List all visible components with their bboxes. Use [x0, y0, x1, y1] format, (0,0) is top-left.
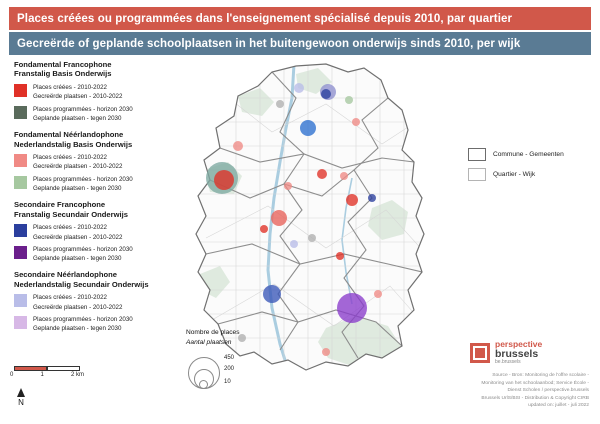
data-bubble[interactable]	[374, 290, 382, 298]
legend-label-fr: Places programmées - horizon 2030	[33, 245, 133, 253]
legend-group-heading	[14, 130, 189, 149]
source-line: Source - Bron: Monitoring de l'offre scolaire -	[492, 373, 589, 378]
boundary-legend-item-quartier[interactable]	[468, 168, 588, 181]
legend-swatch	[14, 224, 27, 237]
legend-heading-fr: Fondamental Néérlandophone	[14, 130, 124, 140]
data-bubble[interactable]	[308, 234, 316, 242]
data-bubble[interactable]	[263, 285, 281, 303]
north-arrow-icon	[17, 388, 25, 397]
scale-bar	[10, 366, 104, 378]
legend-label-fr: Places créées - 2010-2022	[33, 154, 107, 162]
data-bubble[interactable]	[352, 118, 360, 126]
legend-label-fr: Places créées - 2010-2022	[33, 83, 107, 91]
title-text-nl: Gecreërde of geplande schoolplaatsen in het buitengewoon onderwijs sinds 2010, per wijk	[17, 37, 521, 50]
legend-label-nl: Geplande plaatsen - tegen 2030	[33, 255, 122, 263]
legend-item[interactable]	[14, 175, 189, 194]
legend-heading-fr: Fondamental Francophone	[14, 60, 112, 69]
legend-label-nl: Geplande plaatsen - tegen 2030	[33, 185, 122, 193]
boundary-legend-item-commune[interactable]	[468, 148, 588, 161]
data-bubble[interactable]	[368, 194, 376, 202]
data-bubble[interactable]	[290, 240, 298, 248]
logo-line-1: perspective	[495, 339, 543, 349]
data-bubble[interactable]	[322, 348, 330, 356]
legend-label-nl: Gecreërde plaatsen - 2010-2022	[33, 93, 123, 101]
legend-swatch	[14, 294, 27, 307]
title-banner-fr	[9, 7, 591, 30]
legend-label-nl: Geplande plaatsen - tegen 2030	[33, 114, 122, 122]
source-line: Monitoring van het schoolaanbod; Service École -	[481, 380, 589, 386]
size-legend-title-nl: Aantal plaatsen	[186, 338, 232, 346]
legend-label-fr: Places créées - 2010-2022	[33, 224, 107, 232]
data-bubble[interactable]	[321, 89, 331, 99]
legend-heading-nl: Nederlandstalig Basis Onderwijs	[14, 139, 133, 149]
legend-item[interactable]	[14, 83, 189, 102]
legend-label-fr: Places programmées - horizon 2030	[33, 175, 133, 183]
scale-bar-segment	[47, 366, 80, 371]
legend-heading-fr: Secondaire Francophone	[14, 200, 106, 210]
legend-label-nl: Gecreërde plaatsen - 2010-2022	[33, 303, 123, 311]
north-arrow	[14, 388, 28, 407]
data-bubble[interactable]	[271, 210, 287, 226]
data-bubble[interactable]	[233, 141, 243, 151]
legend-group-fondamental-fr	[14, 60, 189, 123]
legend-label-fr: Places créées - 2010-2022	[33, 294, 107, 302]
data-bubble[interactable]	[276, 100, 284, 108]
legend-heading-nl: Franstalig Secundair Onderwijs	[14, 209, 128, 219]
legend-item[interactable]	[14, 293, 189, 312]
title-banner-nl	[9, 32, 591, 55]
data-bubble[interactable]	[317, 169, 327, 179]
legend-item[interactable]	[14, 245, 189, 264]
legend-swatch	[14, 154, 27, 167]
legend-swatch	[14, 176, 27, 189]
size-legend-value-large: 450	[224, 355, 235, 362]
legend-swatch	[14, 84, 27, 97]
source-line: Dienst Scholen / perspective.brussels	[507, 388, 589, 394]
data-bubble[interactable]	[294, 83, 304, 93]
legend-swatch	[14, 316, 27, 329]
title-text-fr: Places créées ou programmées dans l'enseignement spécialisé depuis 2010, par quartier	[17, 12, 513, 25]
legend-swatch	[14, 246, 27, 259]
data-bubble[interactable]	[214, 170, 234, 190]
boundary-legend	[468, 148, 588, 188]
legend-group-heading	[14, 270, 189, 289]
legend-label-nl: Gecreërde plaatsen - 2010-2022	[33, 233, 123, 241]
scale-bar-ticks	[10, 372, 84, 378]
legend-group-heading	[14, 60, 189, 79]
logo-line-3: be.brussels	[495, 358, 521, 365]
perspective-brussels-logo	[470, 340, 588, 365]
data-bubble[interactable]	[345, 96, 353, 104]
commune-label: Commune - Gemeenten	[493, 151, 564, 158]
legend-group-heading	[14, 200, 189, 219]
quartier-label: Quartier - Wijk	[493, 171, 536, 178]
size-legend-value-small: 10	[224, 379, 231, 386]
legend-label-fr: Places programmées - horizon 2030	[33, 105, 133, 113]
north-label: N	[18, 398, 24, 407]
data-bubble[interactable]	[260, 225, 268, 233]
scale-tick-0: 0	[10, 372, 14, 378]
logo-line-2: brussels	[495, 347, 539, 360]
scale-tick-2: 2 km	[70, 372, 84, 378]
legend-item[interactable]	[14, 315, 189, 334]
legend-group-secondaire-nl	[14, 270, 189, 333]
scale-tick-1: 1	[40, 372, 44, 378]
legend-panel	[14, 60, 189, 341]
data-bubble[interactable]	[336, 252, 344, 260]
legend-heading-nl: Franstalig Basis Onderwijs	[14, 69, 112, 79]
legend-label-nl: Gecreërde plaatsen - 2010-2022	[33, 163, 123, 171]
bubble-size-legend	[186, 328, 306, 391]
legend-heading-fr: Secondaire Néérlandophone	[14, 270, 117, 280]
data-bubble[interactable]	[340, 172, 348, 180]
legend-item[interactable]	[14, 223, 189, 242]
data-bubble[interactable]	[300, 120, 316, 136]
scale-bar-track	[14, 366, 80, 371]
source-line: Brussels UrlS/BSI - Distribution & Copyright CIRB	[481, 395, 589, 401]
data-bubble[interactable]	[284, 182, 292, 190]
legend-group-secondaire-fr	[14, 200, 189, 263]
legend-heading-nl: Nederlandstalig Secundair Onderwijs	[14, 279, 149, 289]
data-bubble[interactable]	[346, 194, 358, 206]
legend-label-nl: Geplande plaatsen - tegen 2030	[33, 325, 122, 333]
size-legend-title-fr: Nombre de places	[186, 329, 240, 336]
legend-group-fondamental-nl	[14, 130, 189, 193]
logo-mark-icon	[470, 343, 490, 363]
legend-swatch	[14, 106, 27, 119]
source-credits	[447, 372, 589, 410]
legend-label-fr: Places programmées - horizon 2030	[33, 316, 133, 324]
size-legend-value-medium: 200	[224, 366, 235, 373]
legend-item[interactable]	[14, 153, 189, 172]
data-bubble[interactable]	[337, 293, 367, 323]
source-line: updated on: juillet - juli 2022	[528, 403, 589, 409]
scale-bar-segment	[14, 366, 47, 371]
legend-item[interactable]	[14, 105, 189, 124]
